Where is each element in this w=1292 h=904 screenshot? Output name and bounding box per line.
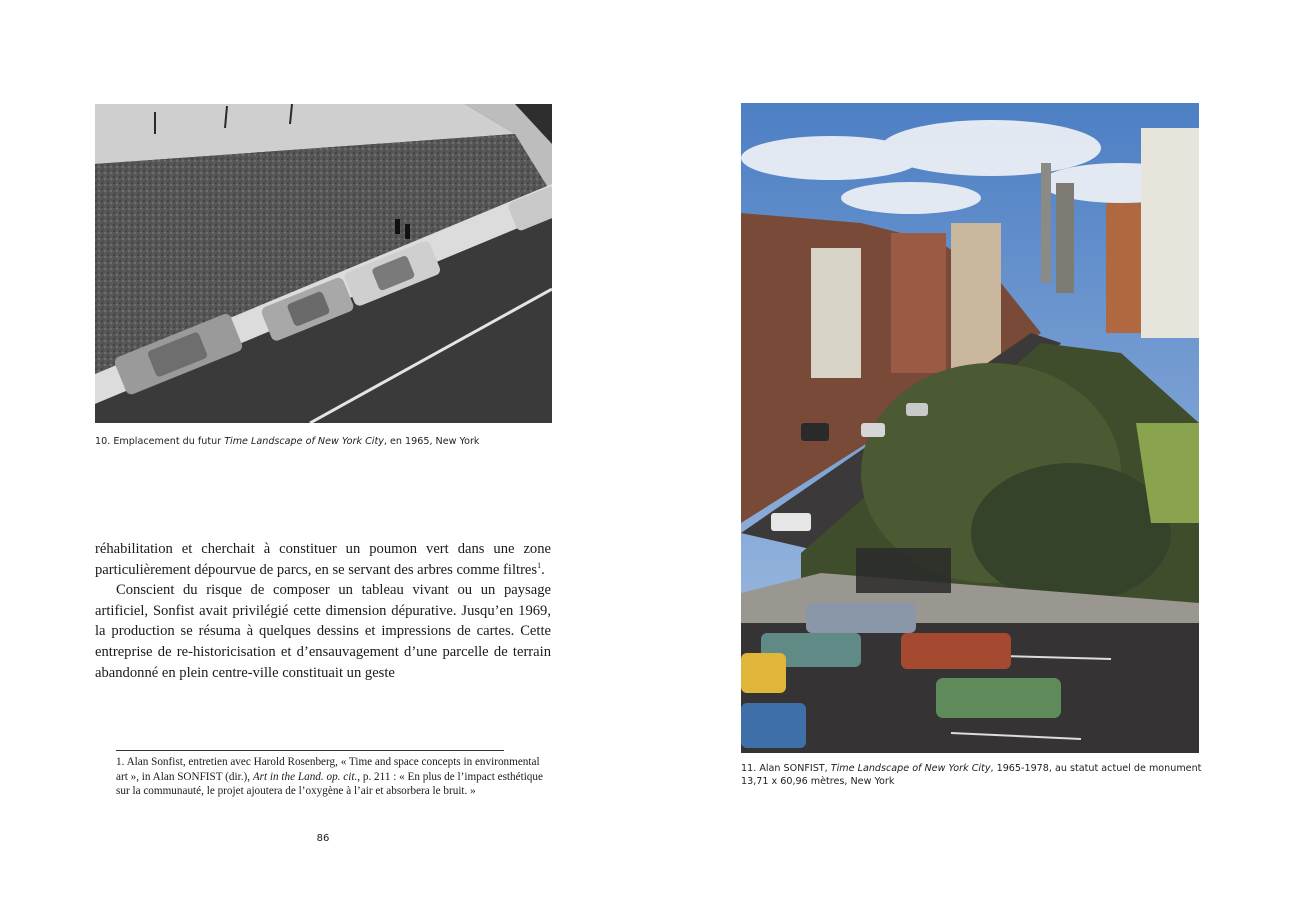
paragraph: Conscient du risque de composer un tableau vivant ou un paysage artificiel, Sonfist avait privilégié cette dimension dépurative. Jusqu’en 1969, la production se résuma à quelques dessins et impressions de cartes. Cette entreprise de re-historicisation et d’ensauvagement d’une parcelle de terrain abandonné en plein centre-ville constituait un geste	[95, 582, 551, 681]
right-page	[646, 0, 1292, 904]
figure-number: 10.	[95, 436, 111, 447]
figure-number: 11.	[741, 763, 757, 774]
footnote-ref[interactable]: 1	[537, 560, 542, 570]
footnote: 1. Alan Sonfist, entretien avec Harold Rosenberg, « Time and space concepts in environmental art », in Alan SONFIST (dir.), Art in the Land. op. cit., p. 211 : « En plus de l’impact esthétique sur la communauté, le projet ajoutera de l’oxygène à l’air et absorbera le bruit. »	[116, 756, 543, 797]
figure-11-caption: 11. Alan SONFIST, Time Landscape of New York City, 1965-1978, au statut actuel de monument 13,71 x 60,96 mètres, New York	[741, 763, 1202, 787]
body-text	[95, 539, 551, 683]
figure-11-photo	[741, 103, 1199, 753]
figure-10-caption: 10. Emplacement du futur Time Landscape of New York City, en 1965, New York	[95, 436, 480, 447]
footnote-divider	[116, 750, 504, 751]
bw-street-photo-image	[95, 104, 552, 423]
page-number: 86	[316, 833, 330, 844]
artwork-title: Time Landscape of New York City	[224, 436, 384, 447]
artwork-title: Time Landscape of New York City	[830, 763, 991, 774]
color-street-photo-image	[741, 103, 1199, 753]
book-title: Art in the Land. op. cit.	[252, 770, 358, 783]
paragraph: réhabilitation et cherchait à constituer un poumon vert dans une zone particulièrement dépourvue de parcs, en se servant des arbres comme filtres$^1$.	[95, 541, 551, 578]
figure-10-photo	[95, 104, 552, 423]
